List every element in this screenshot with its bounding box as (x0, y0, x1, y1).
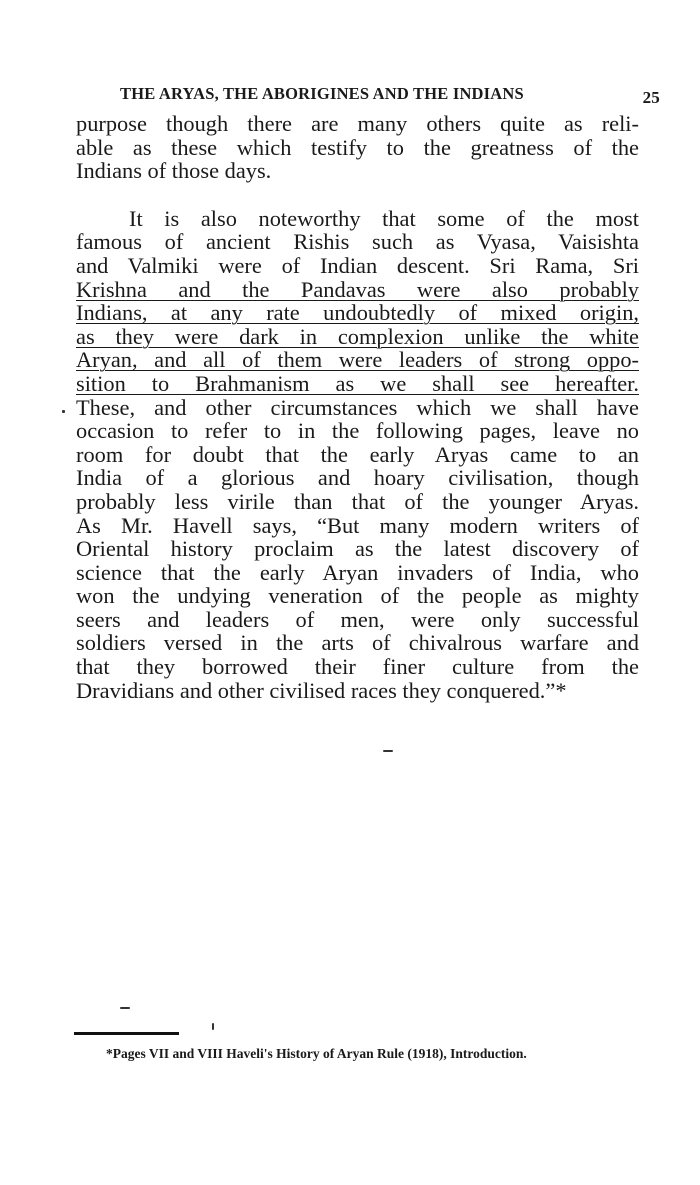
text-line: seers and leaders of men, were only successful (76, 606, 639, 632)
text-line: These, and other circumstances which we shall have (76, 394, 639, 420)
paragraph (76, 207, 639, 702)
underlined-line: Indians, at any rate undoubtedly of mixed origin, (76, 300, 639, 326)
footnote-rule (74, 1032, 179, 1035)
text-line: soldiers versed in the arts of chivalrous warfare and (76, 630, 639, 656)
text-line: and Valmiki were of Indian descent. Sri Rama, Sri (76, 252, 639, 278)
underlined-line: as they were dark in complexion unlike the white (76, 323, 639, 349)
text-line: occasion to refer to in the following pages, leave no (76, 418, 639, 444)
running-title: THE ARYAS, THE ABORIGINES AND THE INDIANS (120, 84, 524, 103)
scan-speck (212, 1023, 214, 1030)
paragraph (76, 112, 639, 183)
scan-speck (383, 750, 393, 752)
scan-speck (120, 1007, 130, 1009)
text-line: Dravidians and other civilised races they conquered.”* (76, 677, 567, 703)
text-line: probably less virile than that of the younger Aryas. (76, 488, 639, 514)
text-line: science that the early Aryan invaders of India, who (76, 559, 639, 585)
text-line: It is also noteworthy that some of the most (129, 205, 639, 231)
footnote: *Pages VII and VIII Haveli's History of Aryan Rule (1918), Introduction. (106, 1046, 527, 1061)
text-line: room for doubt that the early Aryas came to an (76, 441, 639, 467)
text-line: won the undying veneration of the people as mighty (76, 583, 639, 609)
underlined-line: sition to Brahmanism as we shall see hereafter. (76, 370, 639, 396)
page-body (76, 112, 639, 702)
text-line: famous of ancient Rishis such as Vyasa, Vaisishta (76, 229, 639, 255)
text-line: India of a glorious and hoary civilisation, though (76, 465, 639, 491)
underlined-line: Krishna and the Pandavas were also probably (76, 276, 639, 302)
scan-speck (62, 410, 65, 413)
text-line: As Mr. Havell says, “But many modern writers of (76, 512, 639, 538)
text-line: that they borrowed their finer culture from the (76, 654, 639, 680)
text-line: Indians of those days. (76, 158, 272, 184)
text-line: Oriental history proclaim as the latest discovery of (76, 536, 639, 562)
underlined-line: Aryan, and all of them were leaders of strong oppo- (76, 347, 639, 373)
text-line: purpose though there are many others quite as reli- (76, 111, 639, 136)
page-number: 25 (642, 88, 660, 107)
text-line: able as these which testify to the greatness of the (76, 134, 639, 160)
